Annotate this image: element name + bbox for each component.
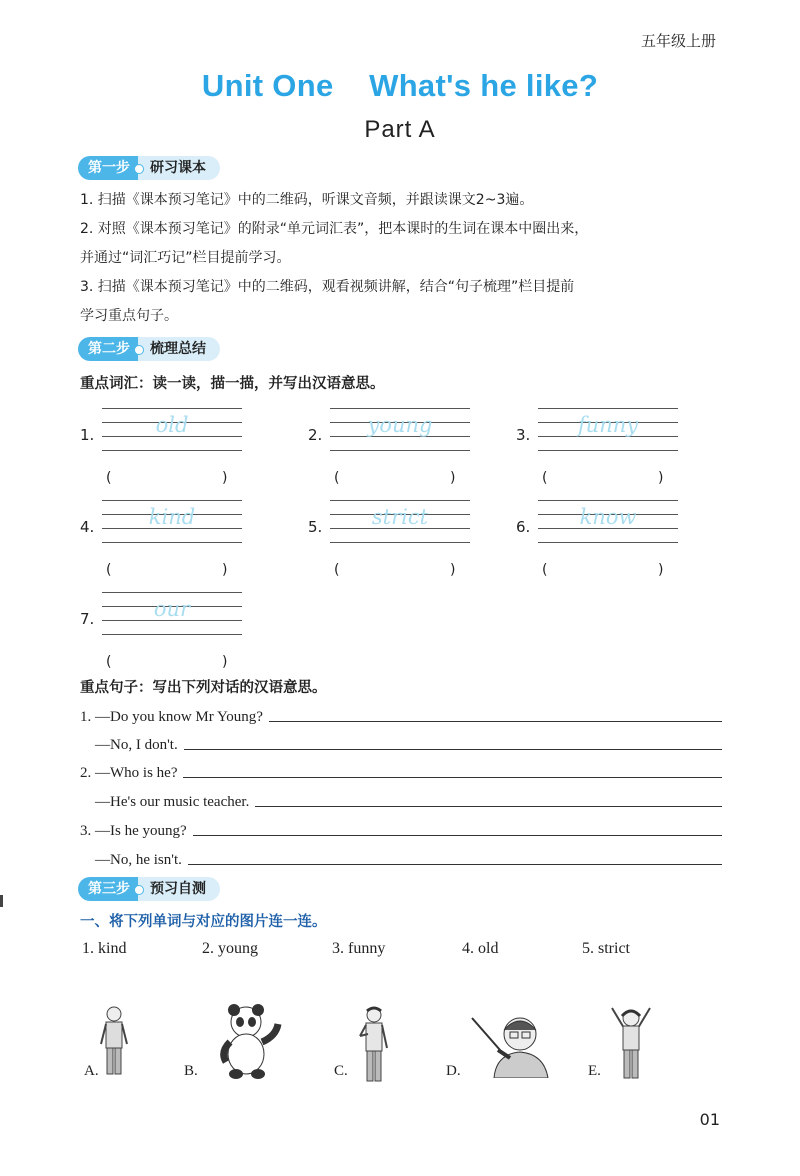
vocab-item xyxy=(308,500,508,594)
page-number: 01 xyxy=(699,1110,720,1129)
writing-line[interactable] xyxy=(538,542,678,543)
match-word[interactable]: 2. young xyxy=(202,940,258,957)
trace-word: our xyxy=(153,597,191,621)
paren-close: ) xyxy=(658,470,664,486)
step1-title: 研习课本 xyxy=(138,156,220,180)
step2-title: 梳理总结 xyxy=(138,337,220,361)
step3-header xyxy=(78,876,220,902)
paren-close: ) xyxy=(222,562,228,578)
writing-line[interactable] xyxy=(102,408,242,409)
match-word[interactable]: 1. kind xyxy=(82,940,127,957)
writing-line[interactable] xyxy=(538,408,678,409)
writing-line[interactable] xyxy=(330,450,470,451)
vocab-number: 6. xyxy=(516,518,531,536)
step1-instructions xyxy=(80,186,725,331)
vocab-number: 2. xyxy=(308,426,323,444)
grade-label: 五年级上册 xyxy=(640,32,716,50)
paren-open: ( xyxy=(334,562,340,578)
trace-word: know xyxy=(579,505,637,529)
writing-line[interactable] xyxy=(538,500,678,501)
sentence-line[interactable]: 3. —Is he young? xyxy=(80,814,722,840)
paren-open: ( xyxy=(106,470,112,486)
boy-figure-icon[interactable] xyxy=(96,1004,132,1080)
trace-word: strict xyxy=(371,505,429,529)
step1-item: 3. 扫描《课本预习笔记》中的二维码，观看视频讲解，结合“句子梳理”栏目提前 xyxy=(80,279,575,295)
trace-word: kind xyxy=(148,505,196,529)
writing-line[interactable] xyxy=(330,408,470,409)
step2-header xyxy=(78,336,220,362)
picture-label-e: E. xyxy=(588,1063,601,1079)
trace-word: young xyxy=(367,413,433,437)
writing-line[interactable] xyxy=(538,450,678,451)
match-word[interactable]: 4. old xyxy=(462,940,499,957)
step3-tag: 第三步 xyxy=(78,877,138,901)
vocab-number: 7. xyxy=(80,610,95,628)
scan-edge-mark xyxy=(0,895,3,907)
writing-line[interactable] xyxy=(102,542,242,543)
match-word[interactable]: 3. funny xyxy=(332,940,386,957)
picture-label-b: B. xyxy=(184,1063,198,1079)
sentence-line[interactable]: 2. —Who is he? xyxy=(80,756,722,782)
step1-item: 学习重点句子。 xyxy=(80,308,178,324)
step1-item: 1. 扫描《课本预习笔记》中的二维码，听课文音频，并跟读课文2~3遍。 xyxy=(80,192,534,208)
sentence-line[interactable]: —No, he isn't. xyxy=(80,843,722,869)
vocab-number: 1. xyxy=(80,426,95,444)
sentence-line[interactable]: —He's our music teacher. xyxy=(80,785,722,811)
step2-tag: 第二步 xyxy=(78,337,138,361)
picture-label-d: D. xyxy=(446,1063,461,1079)
paren-close: ) xyxy=(222,470,228,486)
trace-word: old xyxy=(155,413,189,437)
vocab-item xyxy=(516,408,716,502)
girl-figure-icon[interactable] xyxy=(608,1004,654,1082)
paren-open: ( xyxy=(106,562,112,578)
writing-line[interactable] xyxy=(102,500,242,501)
sentence-heading: 重点句子：写出下列对话的汉语意思。 xyxy=(80,680,327,696)
sentence-line[interactable]: —No, I don't. xyxy=(80,728,722,754)
vocab-item xyxy=(516,500,716,594)
vocab-item xyxy=(80,408,280,502)
vocab-item xyxy=(80,592,280,686)
vocab-item xyxy=(308,408,508,502)
paren-open: ( xyxy=(542,470,548,486)
panda-icon[interactable] xyxy=(216,1002,286,1082)
paren-open: ( xyxy=(106,654,112,670)
paren-open: ( xyxy=(542,562,548,578)
trace-word: funny xyxy=(577,413,639,437)
writing-line[interactable] xyxy=(330,500,470,501)
picture-label-a: A. xyxy=(84,1063,99,1079)
step1-item: 2. 对照《课本预习笔记》的附录“单元词汇表”，把本课时的生词在课本中圈出来， xyxy=(80,221,589,237)
vocab-number: 4. xyxy=(80,518,95,536)
vocab-number: 5. xyxy=(308,518,323,536)
paren-close: ) xyxy=(450,562,456,578)
teacher-icon[interactable] xyxy=(470,1014,554,1078)
writing-line[interactable] xyxy=(102,592,242,593)
vocab-item xyxy=(80,500,280,594)
unit-title: Unit One What's he like? xyxy=(201,68,599,103)
writing-line[interactable] xyxy=(102,450,242,451)
step1-tag: 第一步 xyxy=(78,156,138,180)
vocab-number: 3. xyxy=(516,426,531,444)
step1-header xyxy=(78,155,220,181)
vocab-heading: 重点词汇：读一读，描一描，并写出汉语意思。 xyxy=(80,376,385,392)
step1-item: 并通过“词汇巧记”栏目提前学习。 xyxy=(80,250,291,266)
step3-title: 预习自测 xyxy=(138,877,220,901)
paren-close: ) xyxy=(222,654,228,670)
exercise-title: 一、将下列单词与对应的图片连一连。 xyxy=(80,914,327,930)
paren-open: ( xyxy=(334,470,340,486)
writing-line[interactable] xyxy=(102,634,242,635)
writing-line[interactable] xyxy=(330,542,470,543)
picture-label-c: C. xyxy=(334,1063,348,1079)
paren-close: ) xyxy=(658,562,664,578)
part-title: Part A xyxy=(364,116,436,143)
paren-close: ) xyxy=(450,470,456,486)
sentence-line[interactable]: 1. —Do you know Mr Young? xyxy=(80,700,722,726)
man-figure-icon[interactable] xyxy=(356,1006,392,1086)
match-word[interactable]: 5. strict xyxy=(582,940,630,957)
